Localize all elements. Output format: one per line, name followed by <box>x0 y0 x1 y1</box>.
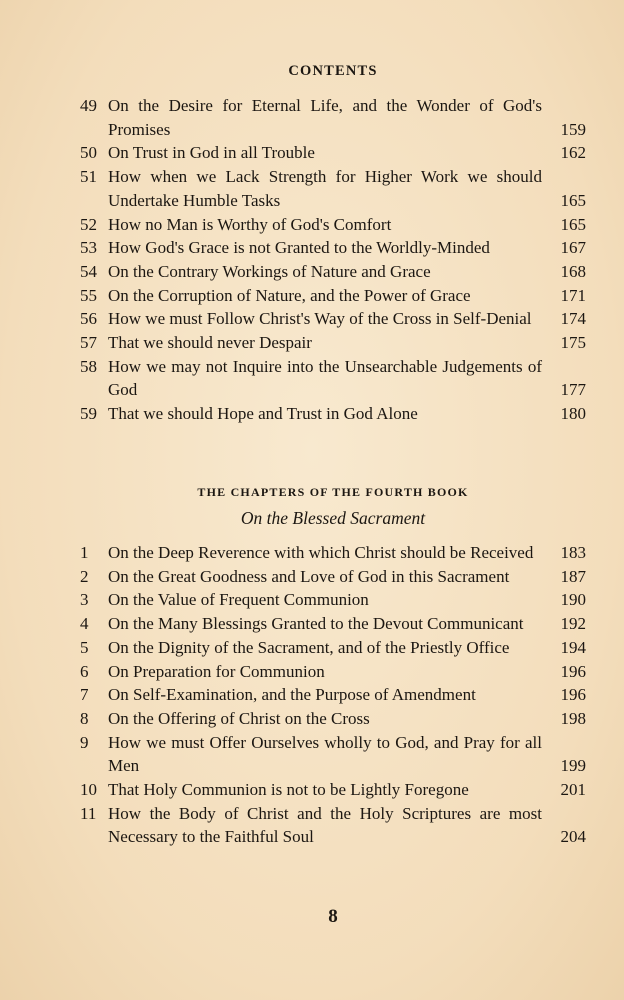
chapter-number: 5 <box>80 637 89 657</box>
chapter-title: That Holy Communion is not to be Lightly Foregone <box>108 780 469 800</box>
page-reference: 168 <box>560 261 586 281</box>
chapter-title: That we should never Despair <box>108 333 312 353</box>
chapter-number: 57 <box>80 333 97 353</box>
page-reference: 199 <box>560 756 586 776</box>
toc-entry <box>80 284 586 308</box>
toc-entry <box>80 260 586 284</box>
page-reference: 187 <box>560 566 586 586</box>
toc-entry <box>80 660 586 684</box>
page-reference: 167 <box>560 238 586 258</box>
chapter-title: On the Many Blessings Granted to the Devout Communicant <box>108 614 524 634</box>
chapter-title: On the Contrary Workings of Nature and Grace <box>108 261 431 281</box>
chapter-number: 9 <box>80 732 89 752</box>
toc-entry <box>80 612 586 636</box>
chapter-title: On the Desire for Eternal Life, and the Wonder of God's Promises <box>108 96 542 139</box>
toc-entry <box>80 707 586 731</box>
page-reference: 204 <box>560 827 586 847</box>
page-reference: 190 <box>560 590 586 610</box>
chapter-title: How the Body of Christ and the Holy Scriptures are most Necessary to the Faithful Soul <box>108 803 542 847</box>
toc-entry <box>80 778 586 802</box>
chapter-number: 8 <box>80 708 89 728</box>
page-reference: 171 <box>560 285 586 305</box>
chapter-number: 3 <box>80 590 89 610</box>
page-reference: 165 <box>560 190 586 210</box>
page-number: 8 <box>328 906 338 927</box>
chapter-number: 51 <box>80 167 97 187</box>
chapter-number: 11 <box>80 803 97 823</box>
toc-entry <box>80 565 586 589</box>
toc-entry <box>80 213 586 237</box>
chapter-number: 53 <box>80 238 97 258</box>
chapter-number: 7 <box>80 685 89 705</box>
toc-entry <box>80 683 586 707</box>
toc-entry <box>80 236 586 260</box>
chapter-title: How we may not Inquire into the Unsearchable Judgements of God <box>108 356 542 400</box>
toc-entry <box>80 141 586 165</box>
toc-entry <box>80 802 586 849</box>
chapter-title: How we must Follow Christ's Way of the Cross in Self-Denial <box>108 309 532 329</box>
chapter-title: How when we Lack Strength for Higher Work we should Undertake Humble Tasks <box>108 167 542 210</box>
chapter-number: 10 <box>80 780 97 800</box>
section-heading: THE CHAPTERS OF THE FOURTH BOOK <box>197 485 469 499</box>
page-reference: 177 <box>560 380 586 400</box>
page-reference: 180 <box>560 404 586 424</box>
page-reference: 183 <box>560 543 586 562</box>
toc-entry <box>80 165 586 212</box>
toc-list-part1 <box>80 94 586 426</box>
chapter-number: 56 <box>80 309 97 329</box>
chapter-title: On Preparation for Communion <box>108 661 325 681</box>
page-reference: 165 <box>560 214 586 234</box>
chapter-number: 2 <box>80 566 89 586</box>
chapter-number: 49 <box>80 96 97 115</box>
page-reference: 162 <box>560 143 586 163</box>
toc-entry <box>80 731 586 778</box>
section-subtitle: On the Blessed Sacrament <box>240 508 426 528</box>
chapter-number: 50 <box>80 143 97 163</box>
chapter-title: On the Great Goodness and Love of God in this Sacrament <box>108 566 510 586</box>
page-reference: 198 <box>560 708 586 728</box>
toc-entry <box>80 636 586 660</box>
page-reference: 194 <box>560 637 586 657</box>
page-reference: 196 <box>560 685 586 705</box>
chapter-title: On the Dignity of the Sacrament, and of the Priestly Office <box>108 637 510 657</box>
chapter-title: On the Corruption of Nature, and the Power of Grace <box>108 285 471 305</box>
page-reference: 192 <box>560 614 586 634</box>
chapter-number: 4 <box>80 614 89 634</box>
chapter-number: 54 <box>80 261 97 281</box>
chapter-number: 6 <box>80 661 89 681</box>
running-head: CONTENTS <box>288 63 378 79</box>
chapter-number: 59 <box>80 404 97 424</box>
toc-list-part2 <box>80 541 586 849</box>
page-reference: 196 <box>560 661 586 681</box>
chapter-title: How we must Offer Ourselves wholly to God, and Pray for all Men <box>108 732 542 776</box>
page-reference: 175 <box>560 333 586 353</box>
chapter-title: On the Offering of Christ on the Cross <box>108 708 370 728</box>
toc-entry <box>80 402 586 426</box>
toc-entry <box>80 588 586 612</box>
chapter-number: 52 <box>80 214 97 234</box>
chapter-title: That we should Hope and Trust in God Alone <box>108 404 418 424</box>
toc-entry <box>80 331 586 355</box>
page-reference: 159 <box>560 119 586 139</box>
toc-entry <box>80 307 586 331</box>
toc-entry <box>80 94 586 141</box>
chapter-number: 55 <box>80 285 97 305</box>
page-reference: 201 <box>560 780 586 800</box>
chapter-number: 1 <box>80 543 89 562</box>
chapter-title: On Self-Examination, and the Purpose of Amendment <box>108 685 476 705</box>
chapter-title: On Trust in God in all Trouble <box>108 143 315 163</box>
chapter-title: On the Value of Frequent Communion <box>108 590 369 610</box>
chapter-number: 58 <box>80 356 97 376</box>
contents-page <box>80 0 586 1000</box>
toc-entry <box>80 355 586 402</box>
chapter-title: How God's Grace is not Granted to the Worldly-Minded <box>108 238 490 258</box>
chapter-title: How no Man is Worthy of God's Comfort <box>108 214 392 234</box>
toc-entry <box>80 541 586 565</box>
page-reference: 174 <box>560 309 586 329</box>
chapter-title: On the Deep Reverence with which Christ should be Received <box>108 543 534 562</box>
